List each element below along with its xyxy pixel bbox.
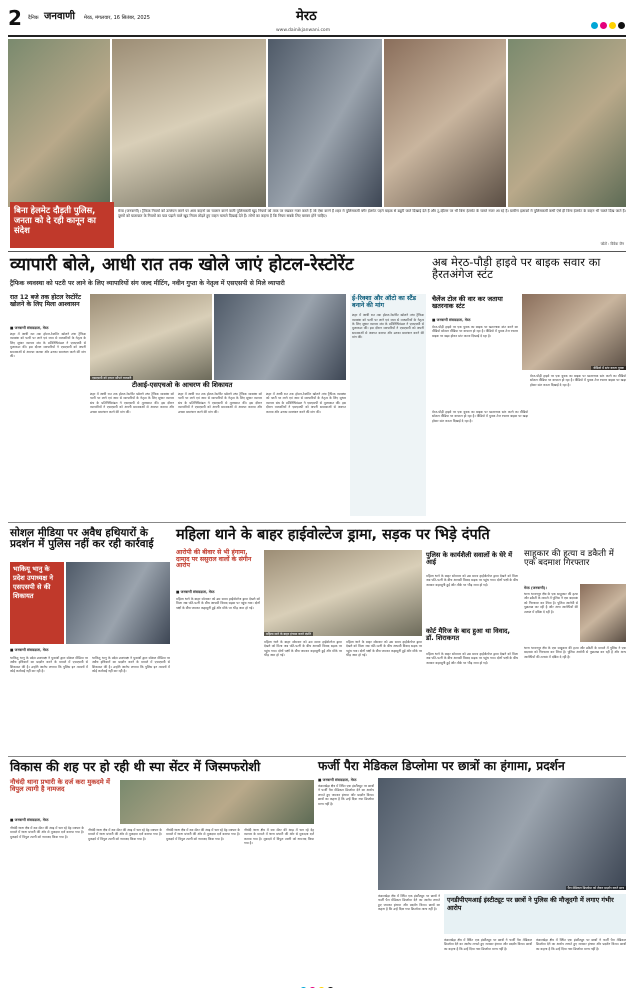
lead-photo-credit: फोटो : विवेक जैन: [600, 242, 624, 246]
footer-color-dots: [8, 979, 626, 988]
lender-photo: [580, 584, 626, 642]
highway-byline: ■ जनवाणी संवाददाता, मेरठ: [432, 318, 471, 322]
highway-body-3: मेरठ-पौड़ी हाइवे पर एक युवक का बाइक पर खतरनाक स्टंट करने का वीडियो सोशल मीडिया पर वायरल हो रहा है। वीडियो में युवक तेज रफ्तार बाइक पर खड़ा होकर स्टंट करता दिखाई दे रहा है।: [530, 374, 626, 387]
traders-photo-2: [214, 294, 346, 380]
social-body-2: भाकियू भानु के प्रदेश उपाध्यक्ष ने युवाओं द्वारा सोशल मीडिया पर अवैध हथियारों का प्रदर्शन करने के मामले में एसएसपी से शिकायत की है। उन्होंने आरोप लगाया कि पुलिस इन मामलों में कोई कार्रवाई नहीं कर रही है।: [92, 656, 170, 674]
diploma-byline: ■ जनवाणी संवाददाता, मेरठ: [318, 778, 357, 782]
women-box-body: महिला थाने के बाहर सोमवार को उस समय हाईवोल्टेज ड्रामा देखने को मिला जब पति-पत्नी के बीच आपसी विवाद सड़क पर पहुंच गया। दोनों पक्षों के बीच जमकर कहासुनी हुई और मौके पर भीड़ जमा हो गई।: [426, 574, 518, 587]
traders-body-col1: शहर में आधी रात तक होटल-रेस्टोरेंट खोलने तथा ट्रैफिक व्यवस्था को पटरी पर लाने एवं जाम से व्यापारियों के नेतृत्व के लिए सुधार व्यापार संघ के प्रतिनिधिमंडल ने एसएसपी से मुलाकात की। इस दौरान व्यापारियों ने एसएसपी को अपनी समस्याओं से अवगत कराया और उनका समाधान करने की मांग की।: [10, 332, 86, 359]
website: www.dainikjanwani.com: [276, 28, 331, 33]
traders-body-col4: शहर में आधी रात तक होटल-रेस्टोरेंट खोलने तथा ट्रैफिक व्यवस्था को पटरी पर लाने एवं जाम से व्यापारियों के नेतृत्व के लिए सुधार व्यापार संघ के प्रतिनिधिमंडल ने एसएसपी से मुलाकात की। इस दौरान व्यापारियों ने एसएसपी को अपनी समस्याओं से अवगत कराया और उनका समाधान करने की मांग की।: [266, 392, 346, 414]
women-side-box: [176, 550, 260, 586]
traders-mid-headline: टीआई-एसएचओ के आचरण की शिकायत: [132, 381, 233, 389]
diploma-headline: फर्जी पैरा मेडिकल डिप्लोमा पर छात्रों का हंगामा, प्रदर्शन: [318, 759, 565, 773]
traders-box: [350, 294, 426, 516]
lead-photo-4: [384, 39, 506, 207]
women-box2-body: महिला थाने के बाहर सोमवार को उस समय हाईवोल्टेज ड्रामा देखने को मिला जब पति-पत्नी के बीच आपसी विवाद सड़क पर पहुंच गया। दोनों पक्षों के बीच जमकर कहासुनी हुई और मौके पर भीड़ जमा हो गई।: [426, 652, 518, 665]
diploma-photo: [378, 778, 626, 890]
social-photo: [66, 562, 170, 644]
women-side-headline: आरोपी की बीवार से भी हंगामा, दामाद पर ससुराल वालों के संगीन आरोप: [176, 549, 252, 569]
social-headline: सोशल मीडिया पर अवैध हथियारों के प्रदर्शन में पुलिस नहीं कर रही कार्रवाई: [10, 527, 154, 551]
masthead-rule: [8, 35, 626, 37]
social-box: [10, 562, 64, 644]
rule-mid-2: [8, 756, 626, 757]
city-date: मेरठ, मंगलवार, 16 सितंबर, 2025: [84, 15, 150, 21]
women-box2-headline: कोर्ट मैरिज के बाद हुआ था विवाद, डॉ. शिराकगत: [426, 627, 511, 642]
traders-byline: ■ जनवाणी संवाददाता, मेरठ: [10, 326, 49, 330]
women-photo-caption: महिला थाने के बाहर हंगामा करते दंपति: [266, 632, 311, 636]
lender-headline: साहूकार की हत्या व डकैती में एक बदमाश गिरफ्तार: [524, 549, 614, 569]
lead-badge: [10, 202, 114, 248]
spa-body-4: नौचंदी थाना क्षेत्र में स्पा सेंटर की आड़ में चल रहे देह व्यापार के मामले में थाना प्रभारी की ओर से मुकदमा दर्ज कराया गया है। मुकदमे में विपुल त्यागी को नामजद किया गया है।: [244, 828, 314, 846]
section-title: मेरठ: [296, 9, 317, 24]
traders-photo: [90, 294, 212, 380]
diploma-body-1: कंकरखेड़ा क्षेत्र में स्थित एक इंस्टीट्यूट पर छात्रों ने फर्जी पैरा मेडिकल डिप्लोमा देने का आरोप लगाते हुए जमकर हंगामा और प्रदर्शन किया। छात्रों का कहना है कि उन्हें दिया गया डिप्लोमा मान्य नहीं है।: [318, 784, 374, 806]
lead-photo-1: [8, 39, 110, 207]
traders-side-headline: रात 12 बजे तक होटल रेस्टोरेंट खोलने के लिए मिला आश्वासन: [10, 294, 81, 308]
women-body-2: महिला थाने के बाहर सोमवार को उस समय हाईवोल्टेज ड्रामा देखने को मिला जब पति-पत्नी के बीच आपसी विवाद सड़क पर पहुंच गया। दोनों पक्षों के बीच जमकर कहासुनी हुई और मौके पर भीड़ जमा हो गई।: [264, 640, 342, 658]
highway-photo-caption: वीडियो में स्टंट करता युवक: [593, 366, 624, 370]
diploma-photo-caption: पैरा मेडिकल डिप्लोमा को लेकर प्रदर्शन करते छात्र: [567, 886, 624, 890]
women-photo: [264, 550, 422, 636]
lead-rule: [8, 251, 626, 252]
spa-body-2: नौचंदी थाना क्षेत्र में स्पा सेंटर की आड़ में चल रहे देह व्यापार के मामले में थाना प्रभारी की ओर से मुकदमा दर्ज कराया गया है। मुकदमे में विपुल त्यागी को नामजद किया गया है।: [88, 828, 162, 841]
traders-body-col2: शहर में आधी रात तक होटल-रेस्टोरेंट खोलने तथा ट्रैफिक व्यवस्था को पटरी पर लाने एवं जाम से व्यापारियों के नेतृत्व के लिए सुधार व्यापार संघ के प्रतिनिधिमंडल ने एसएसपी से मुलाकात की। इस दौरान व्यापारियों ने एसएसपी को अपनी समस्याओं से अवगत कराया और उनका समाधान करने की मांग की।: [90, 392, 174, 414]
spa-headline: विकास की शह पर हो रही थी स्पा सेंटर में जिस्मफरोशी: [10, 759, 261, 774]
lead-photo-2: [112, 39, 266, 207]
women-box-headline: पुलिस के कार्यशैली सवालों के घेरे में आई: [426, 551, 513, 566]
spa-body-1: नौचंदी थाना क्षेत्र में स्पा सेंटर की आड़ में चल रहे देह व्यापार के मामले में थाना प्रभारी की ओर से मुकदमा दर्ज कराया गया है। मुकदमे में विपुल त्यागी को नामजद किया गया है।: [10, 826, 84, 839]
diploma-box: [444, 894, 626, 934]
lender-byline: मेरठ (जनवाणी)।: [524, 586, 547, 590]
social-box-text: भाकियू भानु के प्रदेश उपाध्यक्ष ने एसएसपी से की शिकायत: [13, 565, 54, 600]
lead-photo-strip: [8, 39, 626, 207]
spa-byline: ■ जनवाणी संवाददाता, मेरठ: [10, 818, 49, 822]
lender-body-1: थाना भावनपुर क्षेत्र के एक साहूकार की हत्या और डकैती के मामले में पुलिस ने एक बदमाश को गिरफ्तार कर लिया है। पुलिस आरोपी से पूछताछ कर रही है और अन्य आरोपियों की तलाश में दबिश दे रही है।: [524, 592, 578, 614]
paper-prefix: दैनिक: [28, 15, 39, 21]
highway-photo: [522, 294, 626, 370]
traders-headline: व्यापारी बोले, आधी रात तक खोले जाएं होटल-रेस्टोरेंट: [10, 255, 354, 275]
highway-subhead: चैलेंज टोल की वार कर जताया खतरनाक स्टंट: [432, 295, 503, 310]
lender-body-2: थाना भावनपुर क्षेत्र के एक साहूकार की हत्या और डकैती के मामले में पुलिस ने एक बदमाश को गिरफ्तार कर लिया है। पुलिस आरोपी से पूछताछ कर रही है और अन्य आरोपियों की तलाश में दबिश दे रही है।: [524, 646, 626, 659]
social-byline: ■ जनवाणी संवाददाता, मेरठ: [10, 648, 49, 652]
traders-box-body: शहर में आधी रात तक होटल-रेस्टोरेंट खोलने तथा ट्रैफिक व्यवस्था को पटरी पर लाने एवं जाम से व्यापारियों के नेतृत्व के लिए सुधार व्यापार संघ के प्रतिनिधिमंडल ने एसएसपी से मुलाकात की। इस दौरान व्यापारियों ने एसएसपी को अपनी समस्याओं से अवगत कराया और उनका समाधान करने की मांग की।: [352, 313, 424, 340]
masthead: [8, 8, 626, 36]
page-number: 2: [8, 6, 22, 30]
diploma-box-headline: एनडीपीएमआई इंस्टीट्यूट पर छात्रों ने पुलिस की मौजूदगी में लगाए गंभीर आरोप: [447, 896, 614, 912]
lead-photo-5: [508, 39, 626, 207]
spa-photo: [120, 780, 314, 824]
women-byline: ■ जनवाणी संवाददाता, मेरठ: [176, 590, 215, 594]
diploma-body-2: कंकरखेड़ा क्षेत्र में स्थित एक इंस्टीट्यूट पर छात्रों ने फर्जी पैरा मेडिकल डिप्लोमा देने का आरोप लगाते हुए जमकर हंगामा और प्रदर्शन किया। छात्रों का कहना है कि उन्हें दिया गया डिप्लोमा मान्य नहीं है।: [378, 894, 440, 912]
spa-subhead: नौचंदी थाना प्रभारी के दर्ज करा मुकदमे में विपुल त्यागी है नामजद: [10, 778, 110, 793]
lead-photo-3: [268, 39, 382, 207]
lead-body: मेरठ (जनवाणी)। ट्रैफिक नियमों को उल्लंघन करने पर आम वाहनों का चालान करने वाली पुलिसकर्मी खुद नियमों को ताक पर रखकर नजर करते हैं जो ऐसा करने हैं शहर में पुलिसकर्मी बगैर हेलमेट पहने बाइक से ड्यूटी जाते दिखाई देते हैं और टू-व्हीलर पर भी बिना हेलमेट के चलते नजर आ रहे हैं। ग्रामीण इलाकों में पुलिसकर्मी कभी ऐसे ही बिना हेलमेट के वाहन भी चलते दिख जाते हैं। दूसरों को यातायात के नियमों का पाठ पढ़ाने वाले खुद नियम तोड़ते हुए वाहन चलाते दिखाई देते हैं। लोगों का कहना है कि नियम सबके लिए बराबर होने चाहिए।: [118, 209, 626, 218]
women-body-1: महिला थाने के बाहर सोमवार को उस समय हाईवोल्टेज ड्रामा देखने को मिला जब पति-पत्नी के बीच आपसी विवाद सड़क पर पहुंच गया। दोनों पक्षों के बीच जमकर कहासुनी हुई और मौके पर भीड़ जमा हो गई।: [176, 597, 260, 610]
color-dots: [590, 14, 626, 33]
traders-body-col3: शहर में आधी रात तक होटल-रेस्टोरेंट खोलने तथा ट्रैफिक व्यवस्था को पटरी पर लाने एवं जाम से व्यापारियों के नेतृत्व के लिए सुधार व्यापार संघ के प्रतिनिधिमंडल ने एसएसपी से मुलाकात की। इस दौरान व्यापारियों ने एसएसपी को अपनी समस्याओं से अवगत कराया और उनका समाधान करने की मांग की।: [178, 392, 262, 414]
women-headline: महिला थाने के बाहर हाईवोल्टेज ड्रामा, सड़क पर भिड़े दंपति: [176, 527, 490, 543]
traders-subhead: ट्रैफिक व्यवस्था को पटरी पर लाने के लिए व्यापारियों संग जल्द मीटिंग, नवीन गुप्ता के नेतृत्व में एसएसपी से मिले व्यापारी: [10, 280, 285, 287]
traders-box-headline: ई-रिक्शा और ऑटो का स्टैंड बनाने की मांग: [352, 295, 416, 309]
spa-body-3: नौचंदी थाना क्षेत्र में स्पा सेंटर की आड़ में चल रहे देह व्यापार के मामले में थाना प्रभारी की ओर से मुकदमा दर्ज कराया गया है। मुकदमे में विपुल त्यागी को नामजद किया गया है।: [166, 828, 240, 841]
women-body-3: महिला थाने के बाहर सोमवार को उस समय हाईवोल्टेज ड्रामा देखने को मिला जब पति-पत्नी के बीच आपसी विवाद सड़क पर पहुंच गया। दोनों पक्षों के बीच जमकर कहासुनी हुई और मौके पर भीड़ जमा हो गई।: [346, 640, 422, 658]
diploma-body-4: कंकरखेड़ा क्षेत्र में स्थित एक इंस्टीट्यूट पर छात्रों ने फर्जी पैरा मेडिकल डिप्लोमा देने का आरोप लगाते हुए जमकर हंगामा और प्रदर्शन किया। छात्रों का कहना है कि उन्हें दिया गया डिप्लोमा मान्य नहीं है।: [536, 938, 626, 951]
traders-photo-caption: एसएसपी को ज्ञापन सौंपते व्यापारी: [92, 376, 132, 380]
diploma-body-3: कंकरखेड़ा क्षेत्र में स्थित एक इंस्टीट्यूट पर छात्रों ने फर्जी पैरा मेडिकल डिप्लोमा देने का आरोप लगाते हुए जमकर हंगामा और प्रदर्शन किया। छात्रों का कहना है कि उन्हें दिया गया डिप्लोमा मान्य नहीं है।: [444, 938, 532, 951]
lead-badge-text: बिना हेलमेट दौड़ती पुलिस, जनता को दे रही कानून का संदेश: [14, 205, 96, 235]
rule-mid-1: [8, 522, 626, 523]
paper-name: जनवाणी: [44, 11, 75, 22]
highway-headline: अब मेरठ-पौड़ी हाइवे पर बाइक सवार का हैरतअंगेज स्टंट: [432, 255, 601, 282]
highway-body-2: मेरठ-पौड़ी हाइवे पर एक युवक का बाइक पर खतरनाक स्टंट करने का वीडियो सोशल मीडिया पर वायरल हो रहा है। वीडियो में युवक तेज रफ्तार बाइक पर खड़ा होकर स्टंट करता दिखाई दे रहा है।: [432, 410, 528, 423]
social-body-1: भाकियू भानु के प्रदेश उपाध्यक्ष ने युवाओं द्वारा सोशल मीडिया पर अवैध हथियारों का प्रदर्शन करने के मामले में एसएसपी से शिकायत की है। उन्होंने आरोप लगाया कि पुलिस इन मामलों में कोई कार्रवाई नहीं कर रही है।: [10, 656, 88, 674]
highway-body-1: मेरठ-पौड़ी हाइवे पर एक युवक का बाइक पर खतरनाक स्टंट करने का वीडियो सोशल मीडिया पर वायरल हो रहा है। वीडियो में युवक तेज रफ्तार बाइक पर खड़ा होकर स्टंट करता दिखाई दे रहा है।: [432, 325, 518, 338]
